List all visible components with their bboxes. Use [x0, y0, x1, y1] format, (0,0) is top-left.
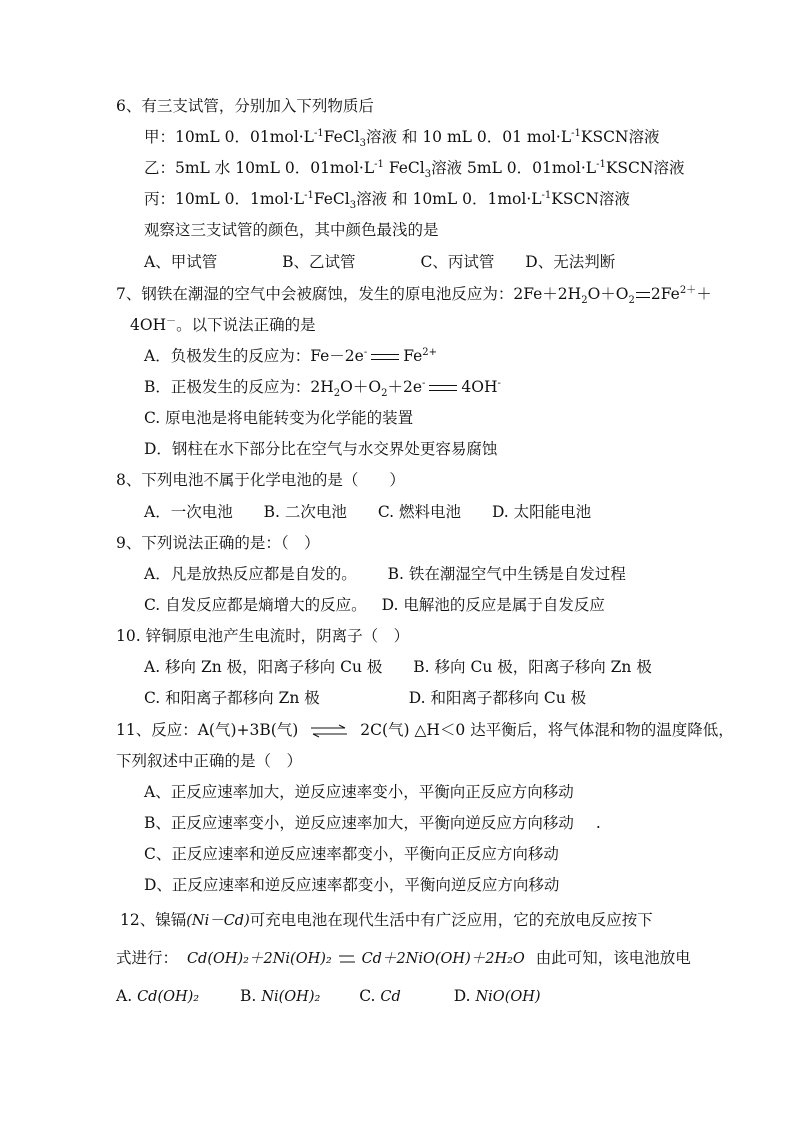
- q6-choice-c[interactable]: C、丙试管: [420, 253, 495, 271]
- q9-stem: 9、下列说法正确的是：（ ）: [116, 534, 320, 552]
- equal-sign-icon: [371, 354, 399, 360]
- q10-stem: 10. 锌铜原电池产生电流时，阴离子（ ）: [116, 627, 410, 645]
- q12-stem-continued: 式进行： Cd(OH)₂＋2Ni(OH)₂ Cd＋2NiO(OH)＋2H₂O 由此可知，该电池放电: [116, 949, 691, 967]
- q11-choice-d[interactable]: D、正反应速率和逆反应速率都变小，平衡向逆反应方向移动: [144, 876, 560, 894]
- q8-choice-a[interactable]: A．一次电池: [144, 503, 233, 521]
- q9-choice-c[interactable]: C. 自发反应都是熵增大的反应。: [144, 596, 367, 614]
- q11-choice-b[interactable]: B、正反应速率变小，逆反应速率加大，平衡向逆反应方向移动 .: [144, 814, 601, 832]
- equal-sign-icon: [636, 292, 650, 298]
- q12-choices: [116, 986, 541, 1007]
- q7-stem: 7、钢铁在潮湿的空气中会被腐蚀，发生的原电池反应为：$2Fe+2H_2O+O_2$ $2Fe^{2+}+$: [116, 284, 712, 307]
- q7-choice-d[interactable]: D．钢柱在水下部分比在空气与水交界处更容易腐蚀: [144, 440, 498, 458]
- q6-choices: [144, 252, 615, 272]
- reversible-arrow-icon: [338, 952, 356, 966]
- q11-stem: 11、反应：A(气)+3B(气) 2C(气) △H＜0 达平衡后，将气体混和物的温度降低，: [116, 721, 734, 739]
- q7-choice-a[interactable]: A．负极发生的反应为：Fe－2e- $Fe^{2+}$: [144, 346, 438, 365]
- q8-choice-d[interactable]: D. 太阳能电池: [491, 503, 592, 521]
- q10-choices-row1: [144, 657, 652, 677]
- q7-stem-continued: 4OH－。以下说法正确的是: [130, 315, 316, 334]
- q9-choice-d[interactable]: D. 电解池的反应是属于自发反应: [381, 596, 605, 614]
- q10-choice-b[interactable]: B. 移向 Cu 极，阳离子移向 Zn 极: [413, 658, 652, 676]
- q6-choice-d[interactable]: D、无法判断: [525, 253, 616, 271]
- q10-choice-c[interactable]: C. 和阳离子都移向 Zn 极: [144, 689, 320, 707]
- q9-choices-row2: [144, 595, 605, 615]
- q12-stem: 12、镍镉(Ni－Cd)可充电电池在现代生活中有广泛应用，它的充放电反应按下: [120, 911, 653, 929]
- q7-choice-b[interactable]: B．正极发生的反应为：$2H_2O+O_2+2e^-$ 4OH-: [144, 377, 501, 400]
- q6-option-yi: 乙：5mL 水 10mL 0．$01mol\cdot L^{-1}$ FeCl$_3$溶液 5mL 0．$01mol\cdot L^{-1}KSCN$溶液: [144, 158, 685, 181]
- q9-choices-row1: [144, 564, 626, 584]
- q11-choice-a[interactable]: A、正反应速率加大，逆反应速率变小，平衡向正反应方向移动: [144, 783, 574, 801]
- q9-choice-a[interactable]: A．凡是放热反应都是自发的。: [144, 565, 357, 583]
- q12-choice-d[interactable]: D. NiO(OH): [453, 987, 541, 1005]
- q6-option-jia: 甲：10mL 0．$01mol\cdot L^{-1}FeCl_3$溶液 和 10 mL 0．01 $mol\cdot L^{-1}KSCN$溶液: [144, 127, 660, 150]
- q7-choice-c[interactable]: C. 原电池是将电能转变为化学能的装置: [144, 409, 414, 427]
- q6-choice-b[interactable]: B、乙试管: [282, 253, 356, 271]
- q8-stem: 8、下列电池不属于化学电池的是（ ）: [116, 471, 405, 489]
- q8-choices: [144, 502, 591, 522]
- q8-choice-c[interactable]: C. 燃料电池: [377, 503, 461, 521]
- q12-choice-b[interactable]: B. Ni(OH)₂: [240, 987, 321, 1005]
- q12-formula-left: Cd(OH)₂＋2Ni(OH)₂: [186, 951, 332, 967]
- q10-choices-row2: [144, 688, 586, 708]
- equilibrium-arrow-icon: [309, 724, 349, 738]
- equal-sign-icon: [429, 385, 457, 391]
- q10-choice-a[interactable]: A. 移向 Zn 极，阳离子移向 Cu 极: [144, 658, 383, 676]
- q8-choice-b[interactable]: B. 二次电池: [263, 503, 347, 521]
- q11-choice-c[interactable]: C、正反应速率和逆反应速率都变小，平衡向正反应方向移动: [144, 845, 559, 863]
- q12-choice-a[interactable]: A. Cd(OH)₂: [116, 987, 200, 1005]
- q12-formula-right: Cd＋2NiO(OH)＋2H₂O: [361, 951, 525, 967]
- q6-choice-a[interactable]: A、甲试管: [144, 253, 218, 271]
- q9-choice-b[interactable]: B. 铁在潮湿空气中生锈是自发过程: [387, 565, 626, 583]
- q6-option-bing: 丙：10mL 0．$1mol\cdot L^{-1}FeCl_3$溶液 和 10mL 0．$1mol\cdot L^{-1}KSCN$溶液: [144, 189, 630, 212]
- q12-formula-ni-cd: (Ni－Cd): [186, 913, 250, 929]
- q12-choice-c[interactable]: C. Cd: [359, 987, 401, 1005]
- q11-stem-continued: 下列叙述中正确的是（ ）: [116, 752, 303, 770]
- q6-observe: 观察这三支试管的颜色，其中颜色最浅的是: [144, 221, 439, 239]
- q10-choice-d[interactable]: D. 和阳离子都移向 Cu 极: [408, 689, 587, 707]
- q6-stem: 6、有三支试管，分别加入下列物质后: [116, 97, 374, 115]
